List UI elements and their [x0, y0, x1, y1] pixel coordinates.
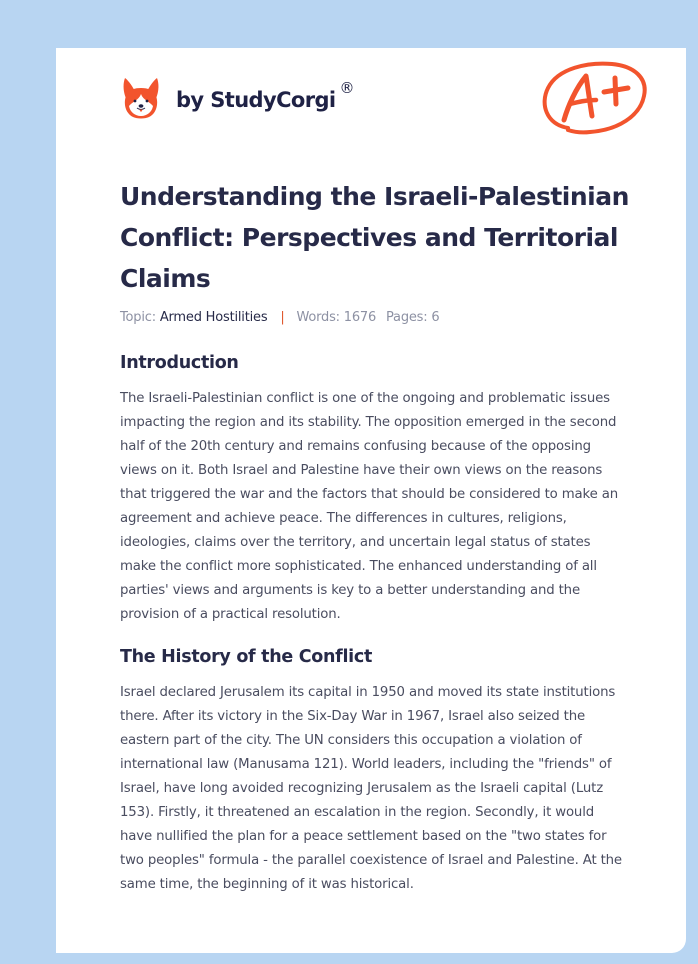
corgi-icon: [122, 76, 160, 120]
word-count: Words: 1676: [296, 310, 377, 325]
topic-link[interactable]: Armed Hostilities: [159, 310, 268, 325]
registered-mark: ®: [339, 79, 355, 97]
article: [120, 176, 630, 897]
article-title: Understanding the Israeli-Palestinian Conflict: Perspectives and Territorial Claims: [120, 182, 629, 293]
section-heading-history: The History of the Conflict: [120, 647, 373, 667]
section-body-history: Israel declared Jerusalem its capital in 1950 and moved its state institutions there. After its victory in the Six-Day War in 1967, Israel also seized the eastern part of the city. The UN considers this occupation a violation of international law (Manusama 121). World leaders, including the "friends" of Israel, have long avoided recognizing Jerusalem as the Israeli capital (Lutz 153). Firstly, it threatened an escalation in the region. Secondly, it would have nullified the plan for a peace settlement based on the "two states for two peoples" formula - the parallel coexistence of Israel and Palestine. At the same time, the beginning of it was historical.: [120, 685, 622, 892]
grade-badge: [538, 58, 650, 147]
meta-separator: |: [280, 310, 285, 325]
section-heading-introduction: Introduction: [120, 353, 239, 373]
topic-label: Topic:: [120, 310, 156, 325]
a-plus-icon: [538, 58, 650, 142]
section-body-introduction: The Israeli-Palestinian conflict is one of the ongoing and problematic issues impacting the region and its stability. The opposition emerged in the second half of the 20th century and remains confusing because of the opposing views on it. Both Israel and Palestine have their own views on the reasons that triggered the war and the factors that should be considered to make an agreement and achieve peace. The differences in cultures, religions, ideologies, claims over the territory, and uncertain legal status of states make the conflict more sophisticated. The enhanced understanding of all parties' views and arguments is key to a better understanding and the provision of a practical resolution.: [120, 391, 618, 622]
studycorgi-logo[interactable]: [122, 76, 355, 120]
brand-name: by StudyCorgi: [176, 88, 336, 112]
document-card: [56, 48, 686, 953]
article-meta: [120, 310, 630, 325]
page-count: Pages: 6: [386, 310, 440, 325]
